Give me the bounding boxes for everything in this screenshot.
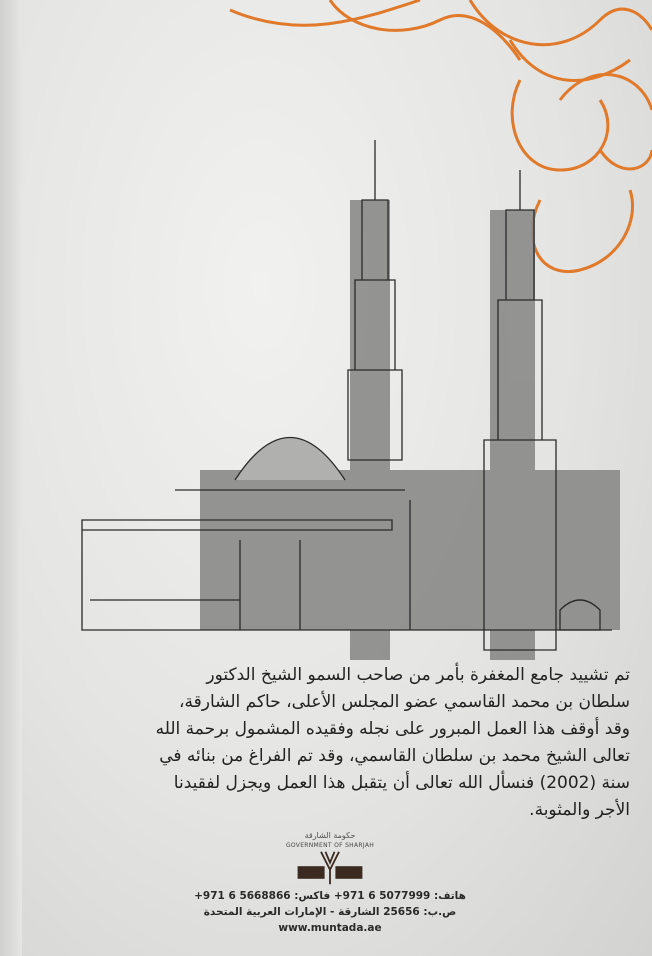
dedication-line: وقد أوقف هذا العمل المبرور على نجله وفقيده المشمول برحمة الله — [155, 719, 630, 739]
dedication-line: تم تشييد جامع المغفرة بأمر من صاحب السمو الشيخ الدكتور — [206, 665, 630, 685]
muntada-emblem-icon — [290, 850, 370, 886]
government-name-en: GOVERNMENT OF SHARJAH — [285, 842, 375, 849]
government-name-ar: حكومة الشارقة — [304, 831, 356, 840]
dedication-line: سنة (2002) فنسأل الله تعالى أن يتقبل هذا العمل ويجزل لفقيدنا — [173, 773, 630, 793]
postal-address: ص.ب: 25656 الشارقة - الإمارات العربية المتحدة — [203, 906, 457, 918]
orange-calligraphy — [230, 0, 652, 272]
lower-section — [30, 662, 630, 936]
website-link[interactable]: www.muntada.ae — [278, 922, 382, 934]
dedication-line: تعالى الشيخ محمد بن سلطان القاسمي، وقد تم الفراغ من بنائه في — [159, 746, 630, 766]
contact-info — [30, 888, 630, 936]
dedication-line: الأجر والمثوبة. — [529, 800, 630, 820]
phone-fax: هاتف: 5077999 6 971+ فاكس: 5668866 6 971+ — [194, 890, 466, 902]
publisher-logo — [260, 830, 400, 886]
dedication-text — [30, 662, 630, 824]
dedication-line: سلطان بن محمد القاسمي عضو المجلس الأعلى، حاكم الشارقة، — [179, 692, 630, 712]
